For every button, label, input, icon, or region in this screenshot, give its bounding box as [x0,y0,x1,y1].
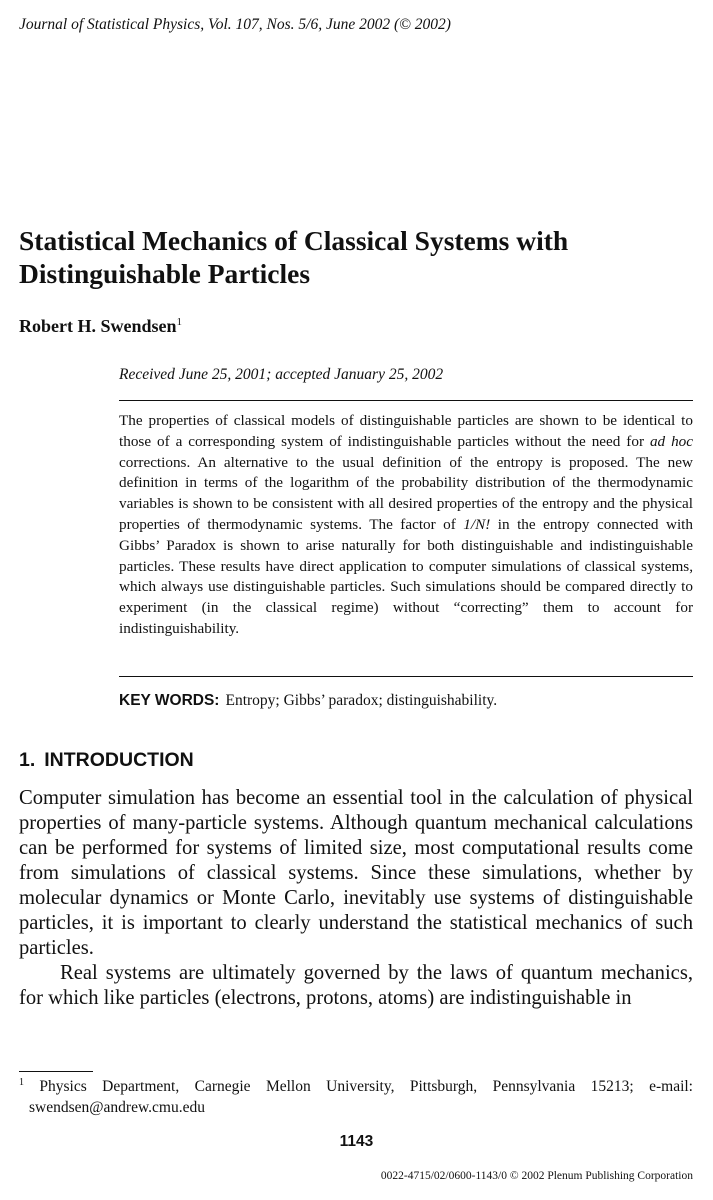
copyright-line: 0022-4715/02/0600-1143/0 © 2002 Plenum Publishing Corporation [380,1170,693,1182]
keywords [119,692,497,710]
footnote-mark: 1 [19,1076,24,1088]
section-number: 1. [19,749,36,771]
abstract-italic-phrase: ad hoc [649,432,694,450]
section-title: INTRODUCTION [44,749,194,771]
received-dates: Received June 25, 2001; accepted January 25, 2002 [119,366,444,383]
page-number: 1143 [339,1133,374,1150]
abstract-top-rule [119,400,693,401]
title-line-1: Statistical Mechanics of Classical Systems with [19,225,569,256]
footnote [19,1076,693,1118]
keywords-label: KEY WORDS: [119,692,220,709]
abstract-text-before: The properties of classical models of distinguishable particles are shown to be identical to those of a corresponding system of indistinguishable particles without the need for [119,412,693,450]
abstract-text-after: in the entropy connected with Gibbs’ Paradox is shown to arise naturally for both distinguishable and indistinguishable particles. These results have direct application to computer simulations of classical systems, which always use distinguishable particles. Such simulations should be compared directly to experiment (in the classical regime) without “correcting” them to account for indistinguishability. [119,515,693,637]
body-paragraph-2: Real systems are ultimately governed by the laws of quantum mechanics, for which like particles (electrons, protons, atoms) are indistinguishable in [19,962,693,1009]
abstract-text-middle: corrections. An alternative to the usual definition of the entropy is proposed. The new definition in terms of the logarithm of the probability distribution of the thermodynamic variables is shown to be consistent with all desired properties of the entropy and the physical properties of thermodynamic systems. The factor of [119,453,693,533]
abstract [119,411,693,640]
journal-citation: Journal of Statistical Physics, Vol. 107, Nos. 5/6, June 2002 (© 2002) [19,16,451,33]
section-heading [19,749,194,772]
abstract-bottom-rule [119,676,693,677]
author-name [19,316,182,337]
keywords-text: Entropy; Gibbs’ paradox; distinguishability. [225,692,498,709]
author-label: Robert H. Swendsen [19,316,177,336]
footnote-text: Physics Department, Carnegie Mellon University, Pittsburgh, Pennsylvania 15213; e-mail: swendsen@andrew.cmu.edu [24,1078,693,1116]
abstract-math: 1/N! [463,515,491,533]
footnote-rule [19,1071,93,1072]
paper-title [19,224,699,290]
author-footnote-mark: 1 [176,316,183,328]
body-paragraph-1: Computer simulation has become an essential tool in the calculation of physical properties of many-particle systems. Although quantum mechanical calculations can be performed for systems of limited size, most computational results come from simulations of classical systems. Since these simulations, whether by molecular dynamics or Monte Carlo, inevitably use systems of distinguishable particles, it is important to clearly understand the statistical mechanics of such particles. [19,787,693,959]
title-line-2: Distinguishable Particles [19,258,311,289]
